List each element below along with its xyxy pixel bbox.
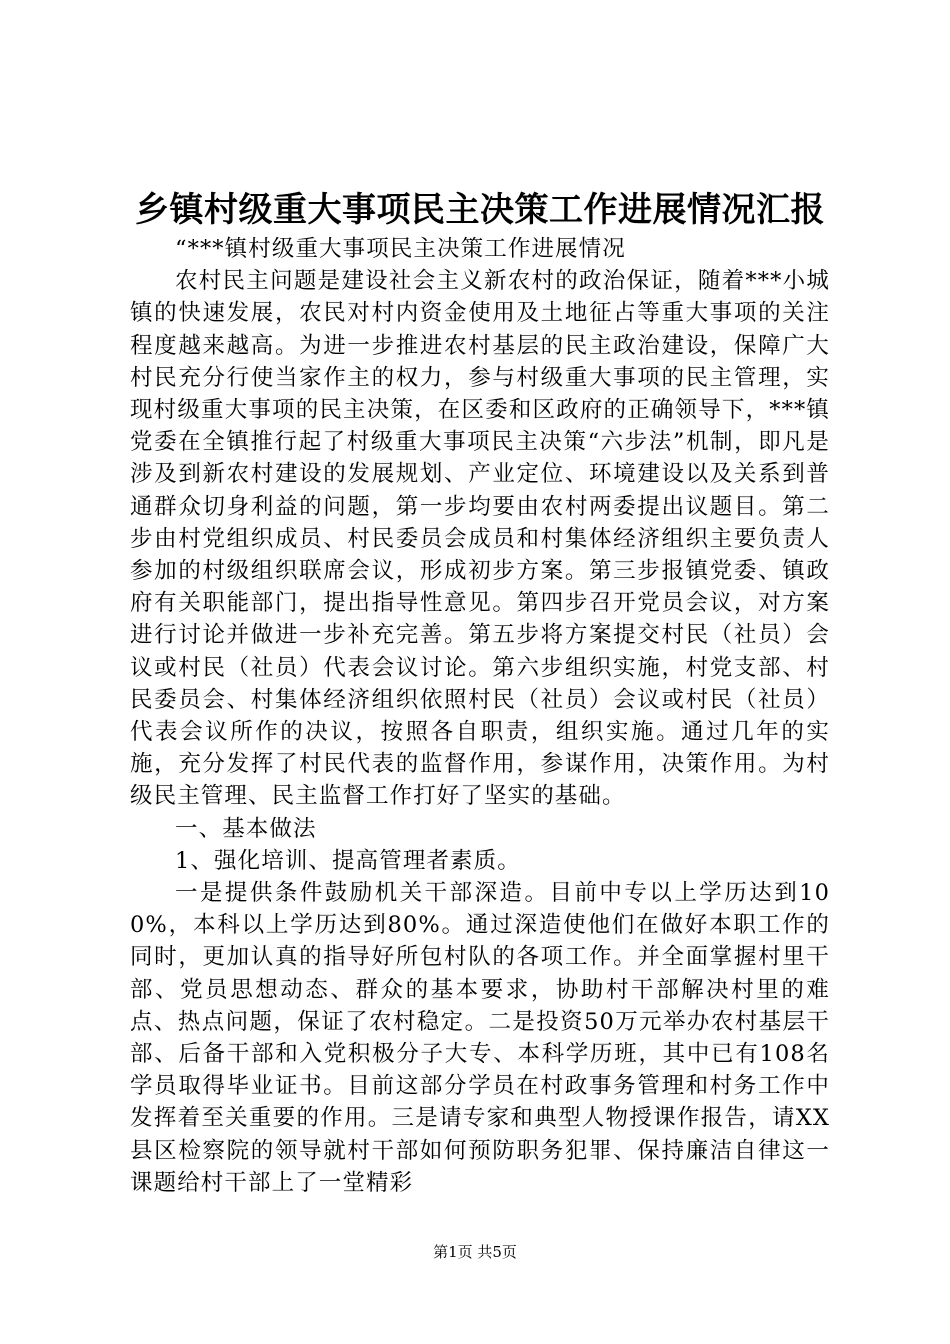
subtitle-paragraph: “***镇村级重大事项民主决策工作进展情况 xyxy=(175,236,626,262)
body-paragraph: 一是提供条件鼓励机关干部深造。目前中专以上学历达到100%，本科以上学历达到80%。通过深造使他们在做好本职工作的同时，更加认真的指导好所包村队的各项工作。并全面掌握村里干部、党员思想动态、群众的基本要求，协助村干部解决村里的难点、热点问题，保证了农村稳定。二是投资50万元举办农村基层干部、后备干部和入党积极分子大专、本科学历班，其中已有108名学员取得毕业证书。目前这部分学员在村政事务管理和村务工作中发挥着至关重要的作用。三是请专家和典型人物授课作报告，请XX县区检察院的领导就村干部如何预防职务犯罪、保持廉洁自律这一课题给村干部上了一堂精彩 xyxy=(130,880,830,1196)
section-heading: 一、基本做法 xyxy=(175,815,317,842)
document-page xyxy=(130,0,830,1344)
subsection-heading: 1、强化培训、提高管理者素质。 xyxy=(175,847,521,874)
document-title: 乡镇村级重大事项民主决策工作进展情况汇报 xyxy=(135,190,825,230)
page-footer: 第1页 共5页 xyxy=(433,1243,517,1261)
intro-paragraph: 农村民主问题是建设社会主义新农村的政治保证，随着***小城镇的快速发展，农民对村内资金使用及土地征占等重大事项的关注程度越来越高。为进一步推进农村基层的民主政治建设，保障广大村民充分行使当家作主的权力，参与村级重大事项的民主管理，实现村级重大事项的民主决策，在区委和区政府的正确领导下，***镇党委在全镇推行起了村级重大事项民主决策“六步法”机制，即凡是涉及到新农村建设的发展规划、产业定位、环境建设以及关系到普通群众切身利益的问题，第一步均要由农村两委提出议题目。第二步由村党组织成员、村民委员会成员和村集体经济组织主要负责人参加的村级组织联席会议，形成初步方案。第三步报镇党委、镇政府有关职能部门，提出指导性意见。第四步召开党员会议，对方案进行讨论并做进一步补充完善。第五步将方案提交村民（社员）会议或村民（社员）代表会议讨论。第六步组织实施，村党支部、村民委员会、村集体经济组织依照村民（社员）会议或村民（社员）代表会议所作的决议，按照各自职责，组织实施。通过几年的实施，充分发挥了村民代表的监督作用，参谋作用，决策作用。为村级民主管理、民主监督工作打好了坚实的基础。 xyxy=(130,268,830,810)
document-body xyxy=(130,233,830,1199)
